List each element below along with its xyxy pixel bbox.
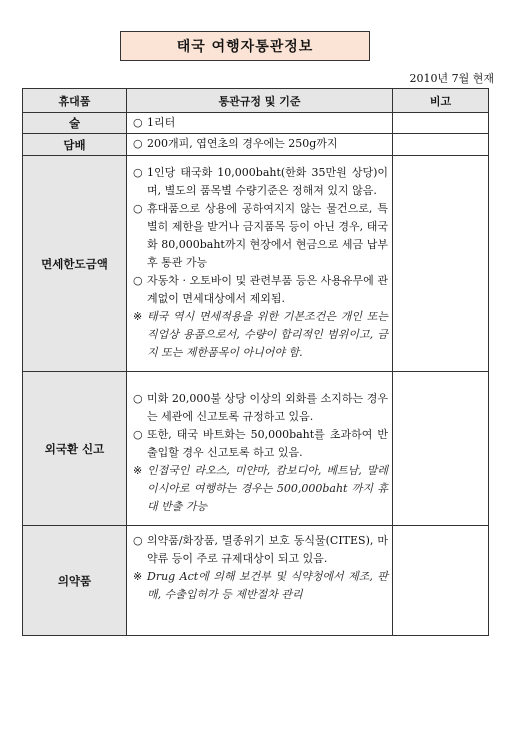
rule-text: 휴대품으로 상용에 공하여지지 않는 물건으로, 특별히 제한을 받거나 금지품목 등이 아닌 경우, 태국화 80,000baht까지 현장에서 현금으로 세금 납부후 통관 가능: [147, 202, 388, 269]
bullet-circle-icon: ○: [133, 166, 143, 179]
rule-text: 자동차 · 오토바이 및 관련부품 등은 사용유무에 관계없이 면세대상에서 제외됨.: [147, 274, 388, 305]
document-title: [120, 31, 370, 61]
rule-item: [133, 114, 388, 132]
rule-item: [133, 164, 388, 200]
note-item: [133, 462, 388, 516]
remarks-cell: [393, 134, 489, 156]
rules-cell: [127, 372, 393, 526]
rule-item: [133, 390, 388, 426]
note-item: [133, 308, 388, 362]
rule-item: [133, 426, 388, 462]
remarks-cell: [393, 372, 489, 526]
remarks-cell: [393, 113, 489, 134]
table-row: [23, 113, 489, 134]
rules-cell: [127, 113, 393, 134]
header-item: 휴대품: [23, 89, 127, 113]
header-remarks: 비고: [393, 89, 489, 113]
rule-text: 1리터: [147, 116, 176, 129]
header-rules: 통관규정 및 기준: [127, 89, 393, 113]
as-of-date: 2010년 7월 현재: [409, 72, 494, 85]
rule-item: [133, 532, 388, 568]
bullet-circle-icon: ○: [133, 392, 143, 405]
note-item: [133, 568, 388, 604]
table-header-row: [23, 89, 489, 113]
rule-text: 미화 20,000불 상당 이상의 외화를 소지하는 경우는 세관에 신고토록 규정하고 있음.: [147, 392, 388, 423]
reference-mark-icon: ※: [133, 310, 143, 323]
rule-text: 인접국인 라오스, 미얀마, 캄보디아, 베트남, 말레이시아로 여행하는 경우는 500,000baht 까지 휴대 반출 가능: [147, 464, 388, 513]
rule-text: 태국 역시 면세적용을 위한 기본조건은 개인 또는 직업상 용품으로서, 수량이 합리적인 범위이고, 금지 또는 제한품목이 아니어야 함.: [147, 310, 388, 359]
bullet-circle-icon: ○: [133, 274, 143, 287]
rule-item: [133, 200, 388, 272]
category-cell: 외국환 신고: [23, 372, 127, 526]
rule-text: Drug Act에 의해 보건부 및 식약청에서 제조, 판매, 수출입허가 등 제반절차 관리: [147, 570, 388, 601]
category-cell: 의약품: [23, 526, 127, 636]
table-row: [23, 134, 489, 156]
table-row: [23, 372, 489, 526]
category-cell: 술: [23, 113, 127, 134]
bullet-circle-icon: ○: [133, 202, 143, 215]
bullet-circle-icon: ○: [133, 534, 143, 547]
rule-text: 1인당 태국화 10,000baht(한화 35만원 상당)이며, 별도의 품목별 수량기준은 정해져 있지 않음.: [147, 166, 388, 197]
bullet-circle-icon: ○: [133, 428, 143, 441]
rules-cell: [127, 156, 393, 372]
bullet-circle-icon: ○: [133, 137, 143, 150]
document-title-text: 태국 여행자통관정보: [176, 39, 314, 55]
category-cell: 담배: [23, 134, 127, 156]
bullet-circle-icon: ○: [133, 116, 143, 129]
reference-mark-icon: ※: [133, 464, 143, 477]
remarks-cell: [393, 156, 489, 372]
category-cell: 면세한도금액: [23, 156, 127, 372]
remarks-cell: [393, 526, 489, 636]
rules-cell: [127, 526, 393, 636]
rule-text: 또한, 태국 바트화는 50,000baht를 초과하여 반출입할 경우 신고토록 하고 있음.: [147, 428, 388, 459]
rule-item: [133, 272, 388, 308]
rules-cell: [127, 134, 393, 156]
reference-mark-icon: ※: [133, 570, 143, 583]
customs-info-table: [22, 88, 489, 636]
table-row: [23, 156, 489, 372]
rule-text: 의약품/화장품, 멸종위기 보호 동식물(CITES), 마약류 등이 주로 규제대상이 되고 있음.: [147, 534, 388, 565]
rule-item: [133, 135, 388, 153]
table-body: [23, 113, 489, 636]
table-row: [23, 526, 489, 636]
rule-text: 200개피, 엽연초의 경우에는 250g까지: [147, 137, 338, 150]
